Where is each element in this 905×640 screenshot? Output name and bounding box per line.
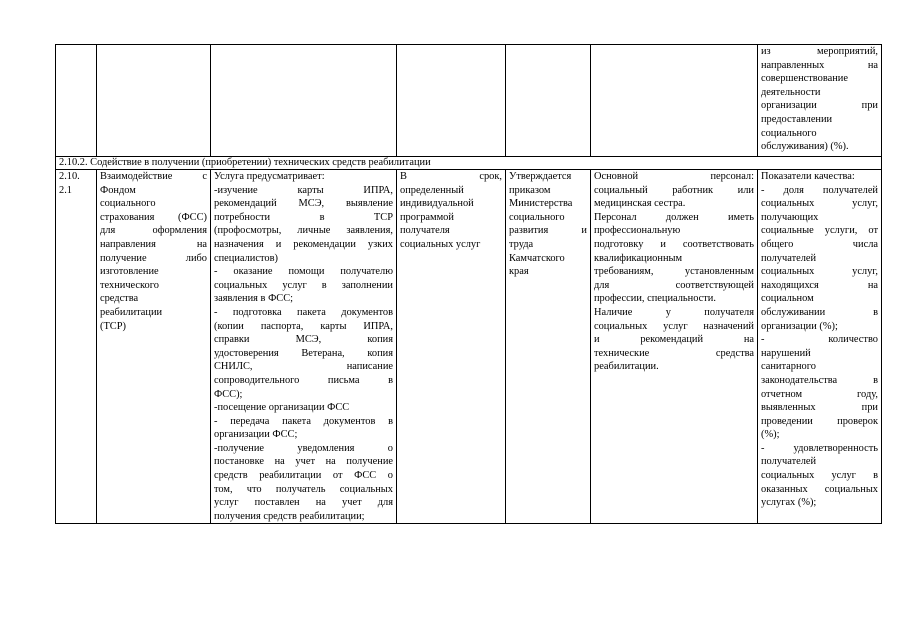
text-line: приказом xyxy=(509,184,551,196)
cell-content-empty xyxy=(211,45,397,157)
text-line: Министерства xyxy=(509,198,573,210)
text-line: Камчатского xyxy=(509,252,565,264)
text-line: -изучение карты ИПРА, xyxy=(214,184,393,196)
text-line: квалификационным xyxy=(594,252,683,264)
cell-number-empty xyxy=(56,45,97,157)
text-line: том, что получатель социальных xyxy=(214,483,393,495)
text-line: и рекомендаций на xyxy=(594,334,754,346)
text-line: обслуживании в xyxy=(761,306,878,318)
text-line: сопроводительного письма в xyxy=(214,374,393,386)
text-line: получение либо xyxy=(100,252,207,264)
cell-term-empty xyxy=(397,45,506,157)
text-line: края xyxy=(509,266,529,278)
text-line: требованиям, установленным xyxy=(594,266,754,278)
text-line: (копии паспорта, карты ИПРА, xyxy=(214,320,393,332)
text-line: технического xyxy=(100,279,159,291)
cell-service-content xyxy=(211,170,397,524)
text-line: труда xyxy=(509,238,534,250)
text-line: удостоверения Ветерана, копия xyxy=(214,347,393,359)
text-line: социальный работник или xyxy=(594,184,754,196)
text-line: определенный xyxy=(400,184,464,196)
text-line: отчетном году, xyxy=(761,388,878,400)
cell-service-name xyxy=(97,170,211,524)
cell-term xyxy=(397,170,506,524)
text-line: средства xyxy=(100,293,139,305)
section-heading: 2.10.2. Содействие в получении (приобретении) технических средств реабилитации xyxy=(56,157,882,170)
text-line: ФСС); xyxy=(214,388,243,400)
text-line: получающих xyxy=(761,211,819,223)
text-line: выявленных при xyxy=(761,402,878,414)
text-line: получателя xyxy=(400,225,450,237)
text-line: Наличие у получателя xyxy=(594,306,754,318)
text-line: -посещение организации ФСС xyxy=(214,402,350,414)
services-table xyxy=(55,44,882,524)
text-line: для оформления xyxy=(100,225,207,237)
text-line: из мероприятий, xyxy=(761,46,878,57)
text-line: индивидуальной xyxy=(400,198,474,210)
text-line: направления на xyxy=(100,238,207,250)
table-row xyxy=(56,170,882,524)
text-line: подготовку и соответствовать xyxy=(594,238,754,250)
text-line: Персонал должен иметь xyxy=(594,211,754,223)
text-line: Взаимодействие с xyxy=(100,171,207,182)
text-line: профессиональную xyxy=(594,225,681,237)
text-line: социального xyxy=(509,211,565,223)
text-line: медицинская сестра. xyxy=(594,198,686,210)
text-line: - количество xyxy=(761,334,878,346)
cell-quality-continued xyxy=(758,45,882,157)
text-line: (%); xyxy=(761,429,780,441)
text-line: Фондом xyxy=(100,184,136,196)
text-line: организации (%); xyxy=(761,320,838,332)
text-line: развития и xyxy=(509,225,587,237)
text-line: рекомендаций МСЭ, выявление xyxy=(214,198,393,210)
text-line: социальных услуг xyxy=(400,238,481,250)
text-line: Основной персонал: xyxy=(594,171,754,182)
cell-quality-indicators xyxy=(758,170,882,524)
text-line: находящихся на xyxy=(761,279,878,291)
text-line: страхования (ФСС) xyxy=(100,211,207,223)
cell-conditions xyxy=(591,170,758,524)
text-line: проведении проверок xyxy=(761,415,878,427)
text-line: изготовление xyxy=(100,266,159,278)
text-line: специалистов) xyxy=(214,252,278,264)
text-line: заявления в ФСС; xyxy=(214,293,294,305)
text-line: нарушений xyxy=(761,347,811,359)
text-line: услуг поставлен на учет для xyxy=(214,497,393,509)
text-line: социальном xyxy=(761,293,814,305)
text-line: - доля получателей xyxy=(761,184,878,196)
text-line: социальные услуги, от xyxy=(761,225,878,237)
text-line: законодательства в xyxy=(761,374,878,386)
text-line: для соответствующей xyxy=(594,279,754,291)
text-line: Услуга предусматривает: xyxy=(214,171,325,182)
text-line: предоставлении xyxy=(761,113,833,125)
cell-tariff xyxy=(506,170,591,524)
text-line: 2.1 xyxy=(59,184,72,196)
text-line: социального xyxy=(100,198,156,210)
cell-service-empty xyxy=(97,45,211,157)
text-line: обслуживания) (%). xyxy=(761,141,849,153)
text-line: социального xyxy=(761,127,817,139)
text-line: технические средства xyxy=(594,347,754,359)
text-line: социальных услуг назначений xyxy=(594,320,754,332)
text-line: назначения и рекомендации узких xyxy=(214,238,393,250)
cell-number xyxy=(56,170,97,524)
text-line: социальных услуг в xyxy=(761,470,878,482)
text-line: Показатели качества: xyxy=(761,171,855,182)
text-line: совершенствование xyxy=(761,73,848,85)
text-line: санитарного xyxy=(761,361,816,373)
text-line: постановке на учет на получение xyxy=(214,456,393,468)
cell-conditions-empty xyxy=(591,45,758,157)
text-line: социальных услуг, xyxy=(761,198,878,210)
text-line: потребности в ТСР xyxy=(214,211,393,223)
text-line: (ТСР) xyxy=(100,320,126,332)
text-line: деятельности xyxy=(761,86,821,98)
text-line: получателей xyxy=(761,456,817,468)
text-line: общего числа xyxy=(761,238,878,250)
text-line: В срок, xyxy=(400,171,502,182)
text-line: Утверждается xyxy=(509,171,572,182)
text-line: - передача пакета документов в xyxy=(214,415,393,427)
text-line: (профосмотры, личные заявления, xyxy=(214,225,393,237)
text-line: справки МСЭ, копия xyxy=(214,334,393,346)
text-line: оказанных социальных xyxy=(761,483,878,495)
text-line: -получение уведомления о xyxy=(214,442,393,454)
text-line: организации при xyxy=(761,100,878,112)
text-line: реабилитации. xyxy=(594,361,659,373)
text-line: получателей xyxy=(761,252,817,264)
text-line: профессии, специальности. xyxy=(594,293,716,305)
text-line: СНИЛС, написание xyxy=(214,361,393,373)
section-row xyxy=(56,157,882,170)
text-line: услугах (%); xyxy=(761,497,817,509)
text-line: программой xyxy=(400,211,454,223)
table-row-previous xyxy=(56,45,882,157)
text-line: социальных услуг в заполнении xyxy=(214,279,393,291)
text-line: реабилитации xyxy=(100,306,163,318)
text-line: получения средств реабилитации; xyxy=(214,510,365,522)
cell-tariff-empty xyxy=(506,45,591,157)
text-line: социальных услуг, xyxy=(761,266,878,278)
text-line: 2.10. xyxy=(59,171,80,182)
text-line: - удовлетворенность xyxy=(761,442,878,454)
text-line: организации ФСС; xyxy=(214,429,298,441)
text-line: направленных на xyxy=(761,59,878,71)
text-line: - оказание помощи получателю xyxy=(214,266,393,278)
text-line: средств реабилитации от ФСС о xyxy=(214,470,393,482)
text-line: - подготовка пакета документов xyxy=(214,306,393,318)
